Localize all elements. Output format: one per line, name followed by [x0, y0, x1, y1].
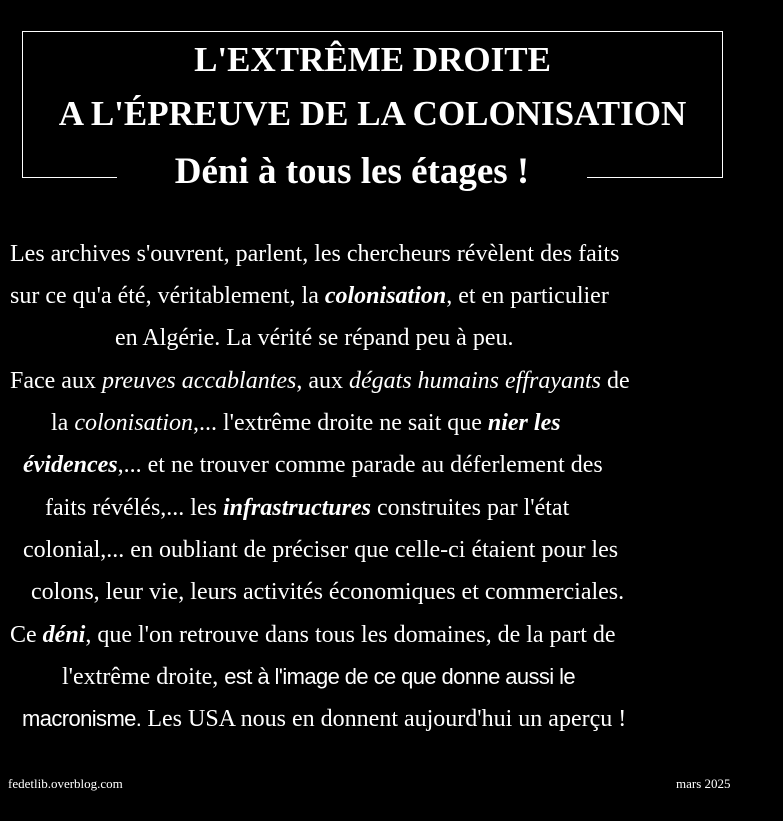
body-line-1 — [10, 239, 619, 269]
footer-date: mars 2025 — [676, 776, 731, 791]
body-text: la — [51, 410, 75, 436]
body-line-4 — [10, 366, 630, 396]
body-text: l'extrême droite, — [62, 664, 225, 690]
subtitle: Déni à tous les étages ! — [117, 150, 587, 194]
condensed-text: est à l'image de ce que donne aussi le — [224, 664, 576, 689]
body-text: Face aux — [10, 368, 102, 394]
body-text: Ce — [10, 622, 43, 648]
body-line-11 — [62, 662, 575, 692]
body-text: faits révélés,... les — [45, 495, 223, 521]
body-line-3 — [115, 323, 513, 353]
emphasis-text: évidences — [23, 452, 118, 478]
body-line-10 — [10, 620, 616, 650]
body-line-2 — [10, 281, 609, 311]
footer-site: fedetlib.overblog.com — [8, 776, 123, 791]
body-line-9 — [31, 577, 624, 607]
body-text: ,... et ne trouver comme parade au déferlement des — [117, 452, 603, 478]
condensed-text: macronisme. — [22, 706, 142, 731]
emphasis-text: infrastructures — [222, 495, 371, 521]
body-text: , que l'on retrouve dans tous les domaines, de la part de — [85, 622, 616, 648]
italic-text: colonisation — [74, 410, 193, 436]
body-text: sur ce qu'a été, véritablement, la — [10, 283, 325, 309]
body-text: ,... l'extrême droite ne sait que — [193, 410, 488, 436]
emphasis-text: colonisation — [324, 283, 447, 309]
body-text: Les USA nous en donnent aujourd'hui un aperçu ! — [141, 706, 627, 732]
body-text: en Algérie. La vérité se répand peu à peu. — [115, 325, 514, 351]
body-text: , aux — [296, 368, 350, 394]
body-text: , et en particulier — [446, 283, 609, 309]
body-line-7 — [45, 493, 569, 523]
body-line-8 — [23, 535, 618, 565]
title-line-2: A L'ÉPREUVE DE LA COLONISATION — [58, 94, 687, 133]
body-text: colons, leur vie, leurs activités économiques et commerciales. — [31, 579, 625, 605]
body-line-5 — [51, 408, 561, 438]
body-text: construites par l'état — [370, 495, 570, 521]
italic-text: preuves accablantes — [101, 368, 297, 394]
body-text: colonial,... en oubliant de préciser que celle-ci étaient pour les — [23, 537, 619, 563]
italic-text: dégats humains effrayants — [349, 368, 602, 394]
body-text: Les archives s'ouvrent, parlent, les chercheurs révèlent des faits — [10, 241, 620, 267]
emphasis-text: déni — [42, 622, 86, 648]
emphasis-text: nier les — [487, 410, 561, 436]
title-line-1: L'EXTRÊME DROITE — [194, 40, 551, 79]
body-line-6 — [23, 450, 603, 480]
body-line-12 — [22, 704, 626, 734]
body-text: de — [601, 368, 630, 394]
